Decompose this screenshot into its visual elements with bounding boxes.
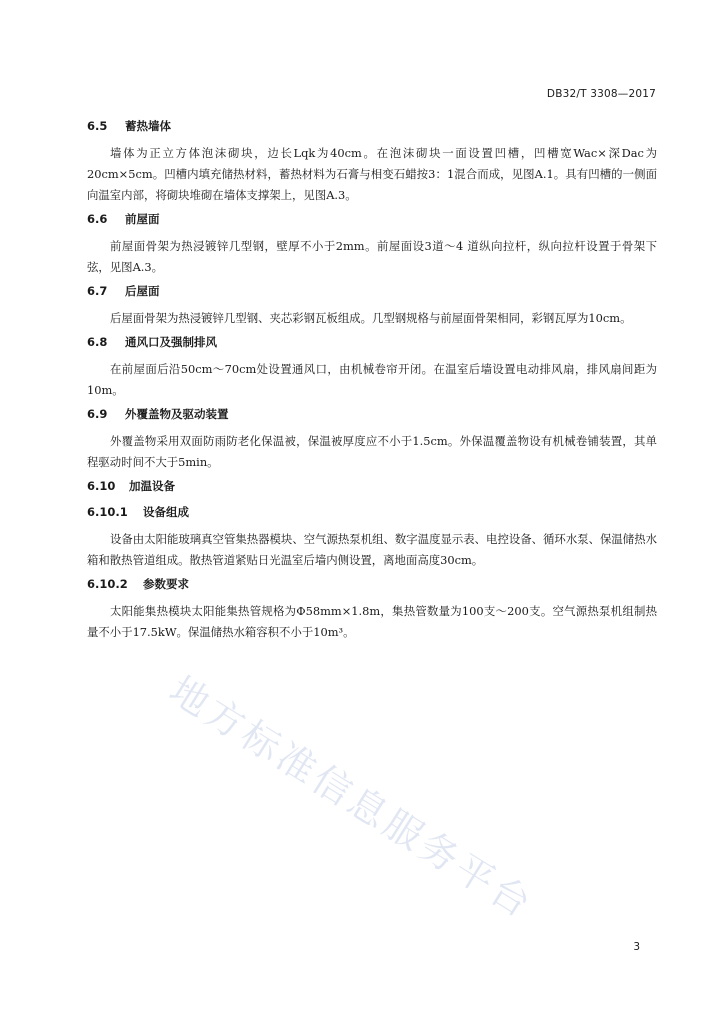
section-6-6 xyxy=(87,210,657,278)
section-title: 设备组成 xyxy=(143,505,190,519)
section-paragraph: 太阳能集热模块太阳能集热管规格为Φ58mm×1.8m，集热管数量为100支～200支。空气源热泵机组制热量不小于17.5kW。保温储热水箱容积不小于10m³。 xyxy=(87,604,657,639)
section-paragraph: 设备由太阳能玻璃真空管集热器模块、空气源热泵机组、数字温度显示表、电控设备、循环水泵、保温储热水箱和散热管道组成。散热管道紧贴日光温室后墙内侧设置，离地面高度30cm。 xyxy=(87,532,657,567)
section-paragraph: 前屋面骨架为热浸镀锌几型钢，壁厚不小于2mm。前屋面设3道～4 道纵向拉杆，纵向拉杆设置于骨架下弦，见图A.3。 xyxy=(87,239,657,274)
section-paragraph: 后屋面骨架为热浸镀锌几型钢、夹芯彩钢瓦板组成。几型钢规格与前屋面骨架相同，彩钢瓦厚为10cm。 xyxy=(110,311,632,325)
section-heading xyxy=(87,282,657,300)
section-title: 前屋面 xyxy=(125,212,160,226)
page-number: 3 xyxy=(633,941,640,953)
section-heading xyxy=(87,503,657,521)
section-number: 6.10.1 xyxy=(87,505,128,519)
section-heading xyxy=(87,333,657,351)
section-number: 6.8 xyxy=(87,335,108,349)
section-title: 蓄热墙体 xyxy=(125,119,172,133)
section-title: 加温设备 xyxy=(129,479,176,493)
section-number: 6.10.2 xyxy=(87,577,128,591)
section-number: 6.7 xyxy=(87,284,108,298)
section-paragraph: 外覆盖物采用双面防雨防老化保温被，保温被厚度应不小于1.5cm。外保温覆盖物设有机械卷铺装置，其单程驱动时间不大于5min。 xyxy=(87,434,657,469)
section-heading xyxy=(87,575,657,593)
section-heading xyxy=(87,405,657,423)
section-6-7 xyxy=(87,282,657,329)
section-title: 外覆盖物及驱动装置 xyxy=(125,407,229,421)
section-number: 6.5 xyxy=(87,119,108,133)
section-number: 6.6 xyxy=(87,212,108,226)
section-number: 6.10 xyxy=(87,479,116,493)
section-6-8 xyxy=(87,333,657,401)
section-6-9 xyxy=(87,405,657,473)
section-6-10-2 xyxy=(87,575,657,643)
section-6-10 xyxy=(87,477,657,495)
section-title: 通风口及强制排风 xyxy=(125,335,218,349)
section-paragraph: 在前屋面后沿50cm～70cm处设置通风口，由机械卷帘开闭。在温室后墙设置电动排风扇，排风扇间距为10m。 xyxy=(87,362,657,397)
section-heading xyxy=(87,477,657,495)
document-body xyxy=(87,117,657,647)
section-6-10-1 xyxy=(87,503,657,571)
section-heading xyxy=(87,117,657,135)
section-heading xyxy=(87,210,657,228)
section-title: 后屋面 xyxy=(125,284,160,298)
section-title: 参数要求 xyxy=(143,577,190,591)
section-paragraph: 墙体为正立方体泡沫砌块，边长Lqk为40cm。在泡沫砌块一面设置凹槽，凹槽宽Wac×深Dac为20cm×5cm。凹槽内填充储热材料，蓄热材料为石膏与相变石蜡按3：1混合而成，见图A.1。具有凹槽的一侧面向温室内部，将砌块堆砌在墙体支撑架上，见图A.3。 xyxy=(87,146,657,202)
document-code: DB32/T 3308—2017 xyxy=(546,88,656,100)
section-number: 6.9 xyxy=(87,407,108,421)
watermark: 地方标准信息服务平台 xyxy=(161,667,542,928)
section-6-5 xyxy=(87,117,657,206)
